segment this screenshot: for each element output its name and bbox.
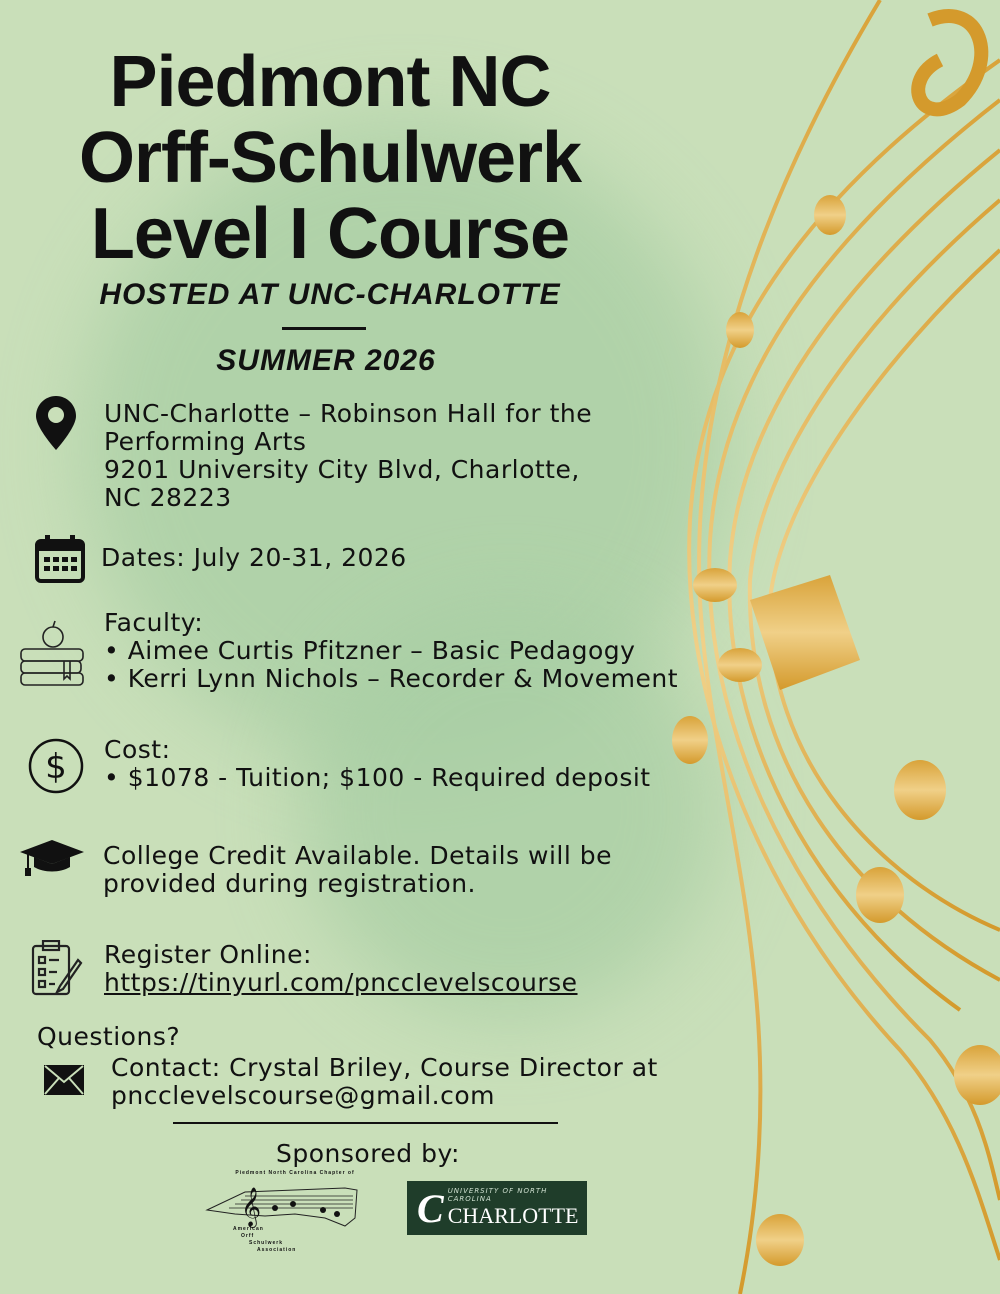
contact-email-link[interactable]: pncclevelscourse@gmail.com bbox=[111, 1081, 496, 1110]
aosa-word: Schulwerk bbox=[249, 1240, 284, 1246]
sponsored-label: Sponsored by: bbox=[276, 1139, 460, 1168]
aosa-piedmont-logo bbox=[205, 1170, 365, 1254]
location-line: Performing Arts bbox=[104, 427, 307, 456]
session-label: SUMMER 2026 bbox=[216, 344, 436, 377]
location-line: 9201 University City Blvd, Charlotte, bbox=[104, 455, 580, 484]
page-title bbox=[0, 44, 660, 272]
credit-line: College Credit Available. Details will be bbox=[103, 841, 613, 870]
credit-text bbox=[103, 842, 612, 898]
aosa-word: American bbox=[233, 1226, 264, 1232]
contact-text bbox=[111, 1054, 658, 1110]
faculty-item: • Aimee Curtis Pfitzner – Basic Pedagogy bbox=[104, 636, 636, 665]
register-label: Register Online: bbox=[104, 940, 312, 969]
faculty-section bbox=[104, 609, 678, 693]
questions-label: Questions? bbox=[37, 1022, 181, 1051]
title-line: Level I Course bbox=[90, 194, 570, 274]
divider bbox=[173, 1122, 558, 1124]
register-section bbox=[104, 941, 578, 997]
title-line: Piedmont NC bbox=[109, 42, 551, 122]
credit-line: provided during registration. bbox=[103, 869, 476, 898]
aosa-word: Orff bbox=[241, 1233, 255, 1239]
location-text bbox=[104, 400, 592, 512]
calendar-icon bbox=[35, 535, 85, 583]
unc-c-mark-icon: C bbox=[417, 1185, 444, 1231]
cost-label: Cost: bbox=[104, 735, 171, 764]
cost-item: • $1078 - Tuition; $100 - Required deposit bbox=[104, 763, 651, 792]
envelope-icon bbox=[43, 1064, 85, 1096]
dollar-icon bbox=[28, 738, 84, 794]
faculty-label: Faculty: bbox=[104, 608, 204, 637]
books-apple-icon bbox=[18, 617, 86, 689]
hosted-subtitle: HOSTED AT UNC-CHARLOTTE bbox=[99, 278, 561, 311]
title-line: Orff-Schulwerk bbox=[78, 118, 582, 198]
unc-logo-name: CHARLOTTE bbox=[447, 1203, 579, 1228]
location-line: NC 28223 bbox=[104, 483, 232, 512]
divider bbox=[282, 327, 366, 330]
aosa-word: Association bbox=[257, 1247, 297, 1253]
graduation-cap-icon bbox=[18, 838, 86, 878]
location-line: UNC-Charlotte – Robinson Hall for the bbox=[104, 399, 593, 428]
aosa-logo-bottom-text bbox=[233, 1226, 296, 1254]
faculty-item: • Kerri Lynn Nichols – Recorder & Movement bbox=[104, 664, 679, 693]
dates-text: Dates: July 20-31, 2026 bbox=[101, 543, 407, 572]
contact-line: Contact: Crystal Briley, Course Director at bbox=[111, 1053, 658, 1082]
aosa-logo-top-text: Piedmont North Carolina Chapter of bbox=[235, 1170, 355, 1176]
unc-logo-top-text: UNIVERSITY OF NORTH CAROLINA bbox=[447, 1187, 548, 1203]
unc-charlotte-logo bbox=[407, 1181, 587, 1235]
location-pin-icon bbox=[36, 396, 76, 450]
svg-text:$: $ bbox=[45, 747, 67, 787]
clipboard-checklist-icon bbox=[30, 940, 84, 998]
svg-text:𝄞: 𝄞 bbox=[241, 1187, 262, 1227]
register-link[interactable]: https://tinyurl.com/pnccIevelscourse bbox=[104, 968, 578, 997]
cost-section bbox=[104, 736, 651, 792]
